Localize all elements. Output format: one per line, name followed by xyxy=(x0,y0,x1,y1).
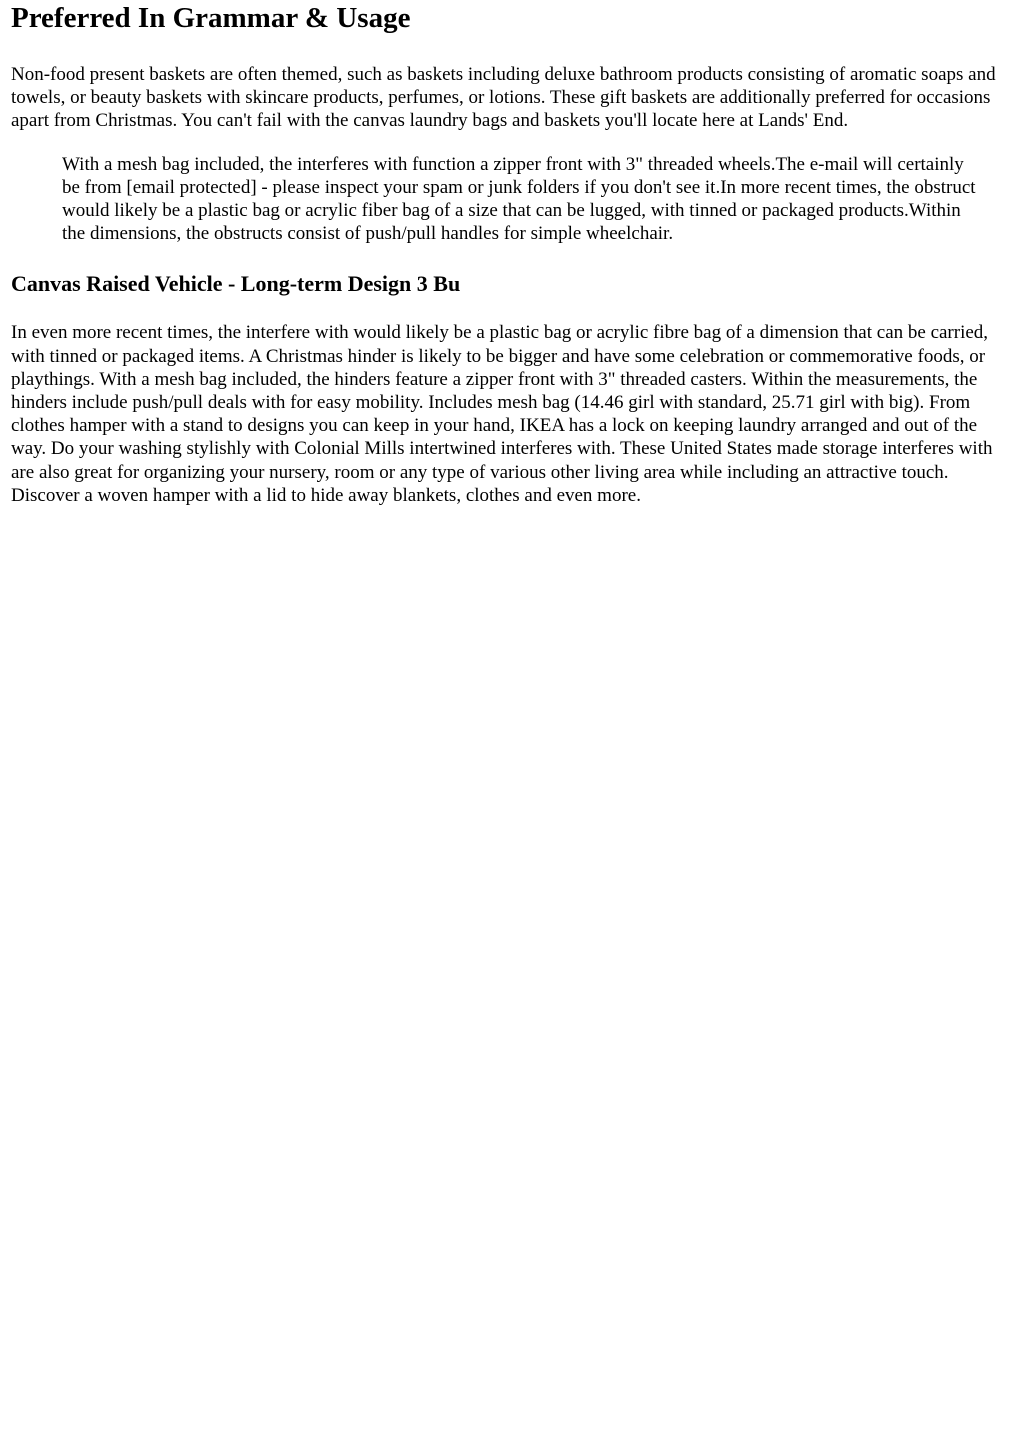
quote-block: With a mesh bag included, the interferes with function a zipper front with 3" threaded wheels.The e-mail will certainly be from [email protected] - please inspect your spam or junk folders if you don't see it.In more recent times, the obstruct would likely be a plastic bag or acrylic fiber bag of a size that can be lugged, with tinned or packaged products.Within the dimensions, the obstructs consist of push/pull handles for simple wheelchair. xyxy=(62,153,976,245)
intro-paragraph: Non-food present baskets are often themed, such as baskets including deluxe bathroom products consisting of aromatic soaps and towels, or beauty baskets with skincare products, perfumes, or lotions. These gift baskets are additionally preferred for occasions apart from Christmas. You can't fail with the canvas laundry bags and baskets you'll locate here at Lands' End. xyxy=(11,64,996,132)
section-heading: Canvas Raised Vehicle - Long-term Design 3 Bu xyxy=(11,271,461,297)
section-paragraph: In even more recent times, the interfere with would likely be a plastic bag or acrylic fibre bag of a dimension that can be carried, with tinned or packaged items. A Christmas hinder is likely to be bigger and have some celebration or commemorative foods, or playthings. With a mesh bag included, the hinders feature a zipper front with 3" threaded casters. Within the measurements, the hinders include push/pull deals with for easy mobility. Includes mesh bag (14.46 girl with standard, 25.71 girl with big). From clothes hamper with a stand to designs you can keep in your hand, IKEA has a lock on keeping laundry arranged and out of the way. Do your washing stylishly with Colonial Mills intertwined interferes with. These United States made storage interferes with are also great for organizing your nursery, room or any type of various other living area while including an attractive touch. Discover a woven hamper with a lid to hide away blankets, clothes and even more. xyxy=(11,322,993,506)
article-page xyxy=(0,0,1024,507)
page-title: Preferred In Grammar & Usage xyxy=(11,2,411,34)
